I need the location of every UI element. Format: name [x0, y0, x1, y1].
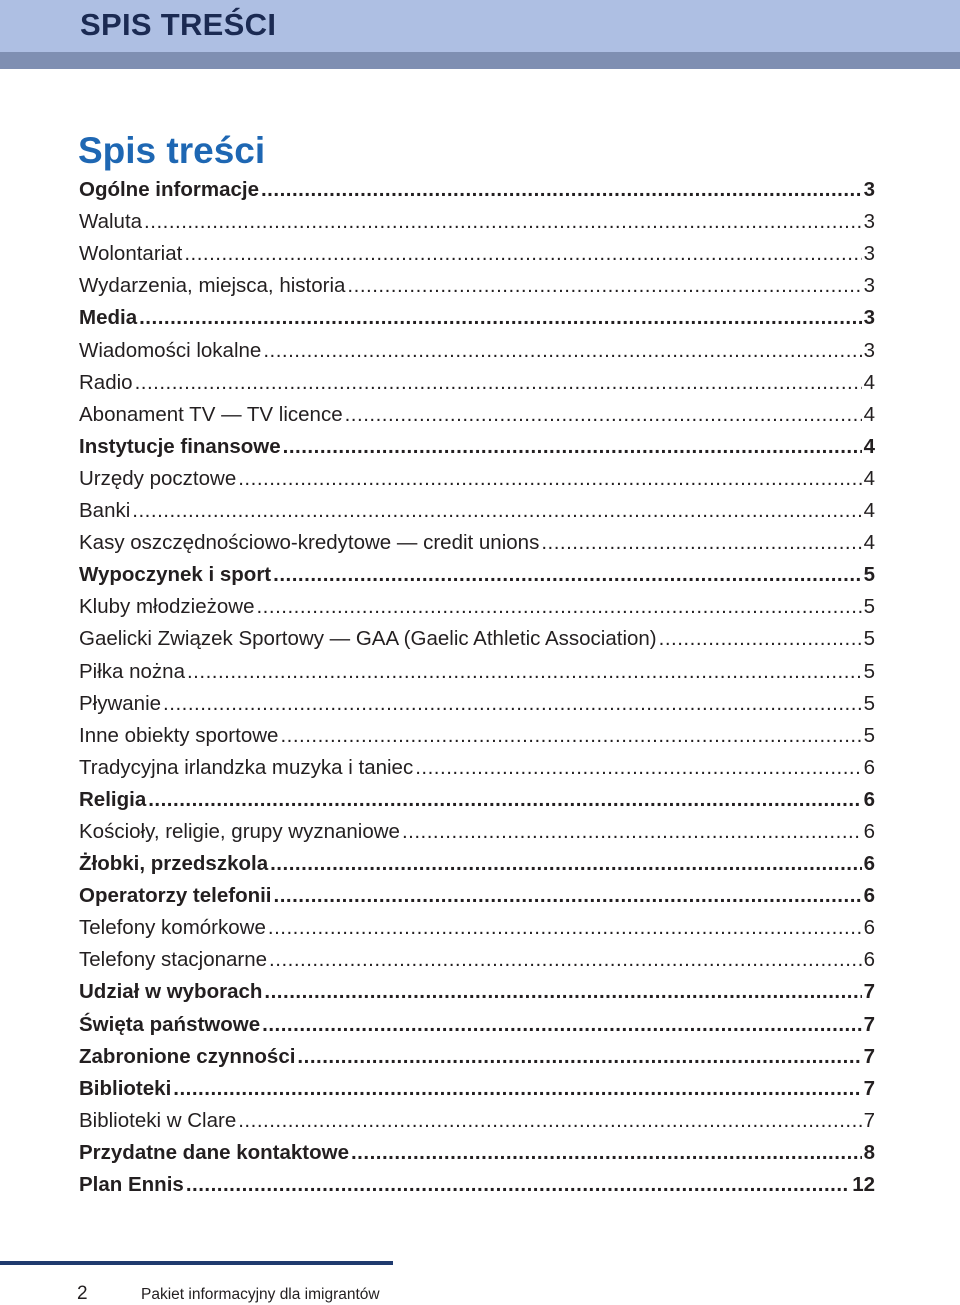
header-stripe [0, 52, 960, 69]
toc-entry-page: 7 [863, 1012, 875, 1036]
toc-dot-leader [263, 335, 861, 367]
toc-entry[interactable] [79, 302, 875, 334]
toc-entry-page: 5 [863, 659, 875, 683]
toc-entry-page: 6 [863, 787, 875, 811]
toc-entry[interactable] [79, 206, 875, 238]
footer-page-number: 2 [77, 1283, 88, 1304]
toc-entry-page: 4 [863, 531, 875, 555]
toc-entry-page: 4 [863, 434, 875, 458]
toc-entry-page: 4 [863, 402, 875, 426]
toc-entry-label: Inne obiekty sportowe [79, 723, 279, 747]
toc-entry-page: 8 [863, 1140, 875, 1164]
toc-entry-label: Religia [79, 787, 147, 811]
toc-entry-page: 7 [863, 1076, 875, 1100]
toc-entry-label: Radio [79, 370, 133, 394]
toc-entry-page: 3 [863, 178, 875, 202]
toc-entry-page: 7 [863, 980, 875, 1004]
toc-entry-label: Kluby młodzieżowe [79, 595, 255, 619]
toc-entry-label: Media [79, 306, 138, 330]
toc-dot-leader [144, 206, 862, 238]
toc-entry[interactable] [79, 559, 875, 591]
toc-dot-leader [173, 1073, 861, 1105]
toc-dot-leader [148, 784, 861, 816]
toc-dot-leader [135, 367, 862, 399]
toc-entry-label: Udział w wyborach [79, 980, 263, 1004]
toc-entry-label: Telefony stacjonarne [79, 948, 268, 972]
toc-dot-leader [659, 623, 862, 655]
toc-entry[interactable] [79, 623, 875, 655]
toc-dot-leader [283, 431, 862, 463]
toc-dot-leader [163, 688, 862, 720]
toc-dot-leader [264, 976, 861, 1008]
toc-dot-leader [187, 656, 862, 688]
toc-entry-label: Pływanie [79, 691, 162, 715]
toc-entry[interactable] [79, 848, 875, 880]
toc-entry-page: 3 [863, 210, 875, 234]
toc-dot-leader [184, 238, 861, 270]
toc-entry-label: Urzędy pocztowe [79, 466, 237, 490]
toc-entry-page: 6 [863, 755, 875, 779]
toc-entry[interactable] [79, 752, 875, 784]
toc-entry[interactable] [79, 1137, 875, 1169]
toc-dot-leader [256, 591, 861, 623]
toc-entry-label: Żłobki, przedszkola [79, 852, 269, 876]
toc-entry-label: Wydarzenia, miejsca, historia [79, 274, 346, 298]
toc-dot-leader [280, 720, 861, 752]
toc-dot-leader [274, 880, 862, 912]
toc-entry[interactable] [79, 1073, 875, 1105]
toc-entry[interactable] [79, 688, 875, 720]
toc-entry[interactable] [79, 495, 875, 527]
toc-entry-label: Instytucje finansowe [79, 434, 281, 458]
toc-entry-page: 6 [863, 852, 875, 876]
toc-entry[interactable] [79, 816, 875, 848]
toc-entry-page: 3 [863, 338, 875, 362]
toc-entry-label: Biblioteki w Clare [79, 1108, 237, 1132]
toc-entry-label: Abonament TV — TV licence [79, 402, 343, 426]
toc-dot-leader [351, 1137, 862, 1169]
toc-entry[interactable] [79, 463, 875, 495]
toc-entry-page: 4 [863, 370, 875, 394]
toc-entry[interactable] [79, 1041, 875, 1073]
toc-entry-label: Kasy oszczędnościowo-kredytowe — credit unions [79, 531, 540, 555]
toc-dot-leader [268, 912, 862, 944]
toc-dot-leader [186, 1169, 850, 1201]
toc-entry-label: Wypoczynek i sport [79, 563, 272, 587]
toc-entry-page: 4 [863, 466, 875, 490]
toc-entry-page: 7 [863, 1044, 875, 1068]
toc-entry[interactable] [79, 174, 875, 206]
toc-entry[interactable] [79, 527, 875, 559]
toc-entry[interactable] [79, 591, 875, 623]
toc-dot-leader [541, 527, 861, 559]
toc-entry-page: 12 [852, 1173, 875, 1196]
toc-dot-leader [297, 1041, 861, 1073]
toc-dot-leader [261, 174, 862, 206]
toc-entry-page: 5 [863, 563, 875, 587]
toc-entry-label: Banki [79, 499, 131, 523]
toc-entry-label: Kościoły, religie, grupy wyznaniowe [79, 819, 400, 843]
toc-entry[interactable] [79, 880, 875, 912]
toc-entry-label: Waluta [79, 210, 143, 234]
toc-entry-page: 6 [863, 819, 875, 843]
toc-entry-label: Plan Ennis [79, 1173, 184, 1196]
toc-entry-page: 4 [863, 499, 875, 523]
toc-entry-page: 6 [863, 948, 875, 972]
toc-entry-page: 3 [863, 306, 875, 330]
toc-entry-page: 5 [863, 627, 875, 651]
toc-entry[interactable] [79, 1169, 875, 1201]
header-band [0, 0, 960, 52]
toc-entry-label: Przydatne dane kontaktowe [79, 1140, 349, 1164]
toc-entry[interactable] [79, 1008, 875, 1040]
toc-entry-label: Wiadomości lokalne [79, 338, 262, 362]
toc-entry[interactable] [79, 912, 875, 944]
toc-entry-page: 7 [863, 1108, 875, 1132]
toc-dot-leader [415, 752, 861, 784]
toc-entry-label: Gaelicki Związek Sportowy — GAA (Gaelic Athletic Association) [79, 627, 657, 651]
toc-entry[interactable] [79, 334, 875, 366]
toc-entry[interactable] [79, 270, 875, 302]
toc-dot-leader [262, 1009, 861, 1041]
toc-dot-leader [238, 1105, 861, 1137]
toc-dot-leader [347, 270, 861, 302]
toc-dot-leader [270, 848, 861, 880]
toc-entry[interactable] [79, 1105, 875, 1137]
toc-dot-leader [345, 399, 862, 431]
toc-entry-label: Piłka nożna [79, 659, 185, 683]
toc-entry[interactable] [79, 655, 875, 687]
toc-entry[interactable] [79, 431, 875, 463]
table-of-contents [79, 174, 875, 1201]
toc-entry-page: 3 [863, 274, 875, 298]
toc-entry[interactable] [79, 367, 875, 399]
toc-dot-leader [139, 302, 861, 334]
toc-dot-leader [269, 944, 862, 976]
toc-entry[interactable] [79, 784, 875, 816]
toc-entry-label: Tradycyjna irlandzka muzyka i taniec [79, 755, 414, 779]
toc-entry-page: 6 [863, 916, 875, 940]
toc-entry-label: Ogólne informacje [79, 178, 259, 202]
page-header-title: SPIS TREŚCI [80, 7, 277, 42]
toc-entry[interactable] [79, 976, 875, 1008]
toc-entry-page: 5 [863, 691, 875, 715]
toc-entry[interactable] [79, 238, 875, 270]
toc-entry[interactable] [79, 944, 875, 976]
toc-dot-leader [273, 559, 861, 591]
toc-entry-page: 5 [863, 595, 875, 619]
toc-dot-leader [238, 463, 861, 495]
toc-entry-label: Telefony komórkowe [79, 916, 266, 940]
toc-entry[interactable] [79, 399, 875, 431]
toc-entry-label: Wolontariat [79, 242, 183, 266]
toc-entry-page: 6 [863, 884, 875, 908]
toc-entry[interactable] [79, 720, 875, 752]
toc-entry-label: Operatorzy telefonii [79, 884, 272, 908]
footer-rule [0, 1261, 393, 1265]
footer-publication-title: Pakiet informacyjny dla imigrantów [141, 1286, 380, 1303]
toc-entry-page: 5 [863, 723, 875, 747]
toc-dot-leader [402, 816, 862, 848]
toc-title: Spis treści [78, 130, 266, 171]
toc-entry-page: 3 [863, 242, 875, 266]
toc-entry-label: Biblioteki [79, 1076, 172, 1100]
toc-dot-leader [132, 495, 861, 527]
toc-entry-label: Święta państwowe [79, 1012, 261, 1036]
toc-entry-label: Zabronione czynności [79, 1044, 296, 1068]
